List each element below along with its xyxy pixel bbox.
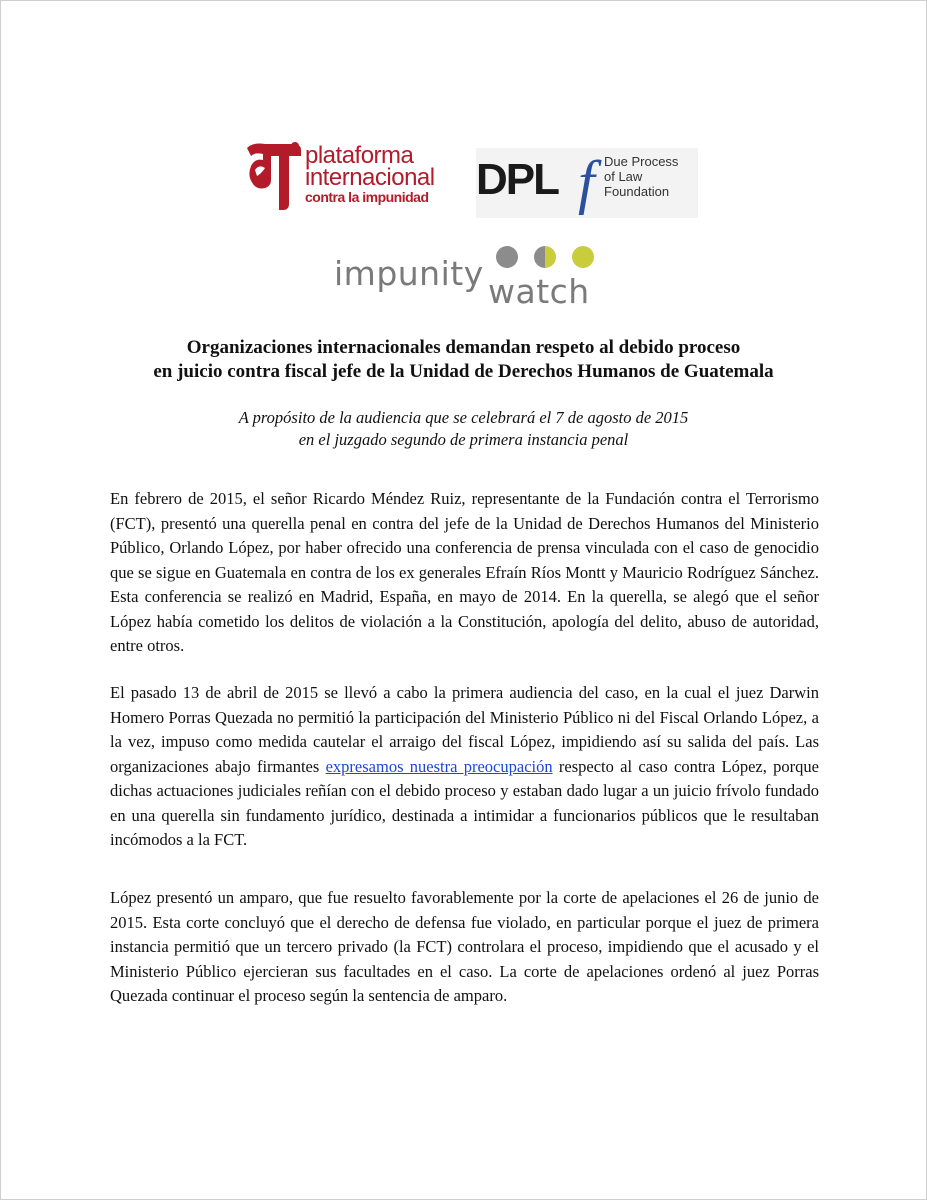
dplf-name-line1: Due Process bbox=[604, 154, 679, 169]
impunity-watch-word2: watch bbox=[488, 272, 590, 311]
plataforma-logo-line1: plataforma bbox=[305, 142, 414, 169]
document-subtitle bbox=[60, 407, 867, 451]
dplf-logo-f: f bbox=[578, 149, 595, 215]
title-line1: Organizaciones internacionales demandan respeto al debido proceso bbox=[186, 337, 741, 358]
title-line2: en juicio contra fiscal jefe de la Unidad de Derechos Humanos de Guatemala bbox=[153, 361, 774, 382]
paragraph-2-text-after: respecto al caso contra López, porque dichas actuaciones judiciales reñían con el debido proceso y estaban dado lugar a un juicio frívolo fundado en una querella sin fundamento jurídico, destinada a intimidar a funcionarios públicos que le resultaban incómodos a la FCT. bbox=[110, 756, 819, 849]
subtitle-line1: A propósito de la audiencia que se celebrará el 7 de agosto de 2015 bbox=[238, 408, 689, 427]
impunity-watch-dot-icon bbox=[572, 246, 594, 268]
paragraph-1: En febrero de 2015, el señor Ricardo Méndez Ruiz, representante de la Fundación contra el Terrorismo (FCT), presentó una querella penal en contra del jefe de la Unidad de Derechos Humanos del Ministerio Público, Orlando López, por haber ofrecido una conferencia de prensa vinculada con el caso de genocidio que se sigue en Guatemala en contra de los ex generales Efraín Ríos Montt y Mauricio Rodríguez Sánchez. Esta conferencia se realizó en Madrid, España, en mayo de 2014. En la querella, se alegó que el señor López había cometido los delitos de violación a la Constitución, apología del delito, abuso de autoridad, entre otros. bbox=[110, 489, 819, 655]
plataforma-logo-line3: contra la impunidad bbox=[305, 189, 429, 205]
impunity-watch-dot-icon bbox=[496, 246, 518, 268]
dplf-name-line2: of Law bbox=[604, 169, 643, 184]
dplf-logo-name bbox=[604, 154, 678, 199]
impunity-watch-word1: impunity bbox=[334, 254, 484, 293]
document-title bbox=[60, 336, 867, 384]
impunity-watch-dot-icon bbox=[534, 246, 556, 268]
subtitle-line2: en el juzgado segundo de primera instancia penal bbox=[298, 430, 629, 449]
paragraph-2-text-before: El pasado 13 de abril de 2015 se llevó a cabo la primera audiencia del caso, en la cual el juez Darwin Homero Porras Quezada no permitió la participación del Ministerio Público ni del Fiscal Orlando López, a la vez, impuso como medida cautelar el arraigo del fiscal López, impidiendo así su salida del país. Las organizaciones abajo firmantes bbox=[110, 683, 819, 776]
paragraph-2 bbox=[110, 681, 819, 853]
impunity-watch-logo bbox=[332, 240, 602, 315]
expresamos-preocupacion-link[interactable]: expresamos nuestra preocupación bbox=[325, 756, 553, 776]
paragraph-3: López presentó un amparo, que fue resuelto favorablemente por la corte de apelaciones el 26 de junio de 2015. Esta corte concluyó que el derecho de defensa fue violado, en particular porque el juez de primera instancia permitió que un tercero privado (la FCT) controlara el proceso, impidiendo que el acusado y el Ministerio Público ejercieran sus facultades en el caso. La corte de apelaciones ordenó al juez Porras Quezada continuar el proceso según la sentencia de amparo. bbox=[110, 888, 819, 1005]
pi-logo-icon bbox=[243, 140, 305, 212]
dplf-logo-letters: DPL bbox=[476, 155, 558, 204]
plataforma-logo-line2: internacional bbox=[305, 164, 435, 191]
dplf-name-line3: Foundation bbox=[604, 184, 670, 199]
plataforma-internacional-logo bbox=[243, 140, 465, 212]
dplf-logo bbox=[476, 148, 698, 218]
